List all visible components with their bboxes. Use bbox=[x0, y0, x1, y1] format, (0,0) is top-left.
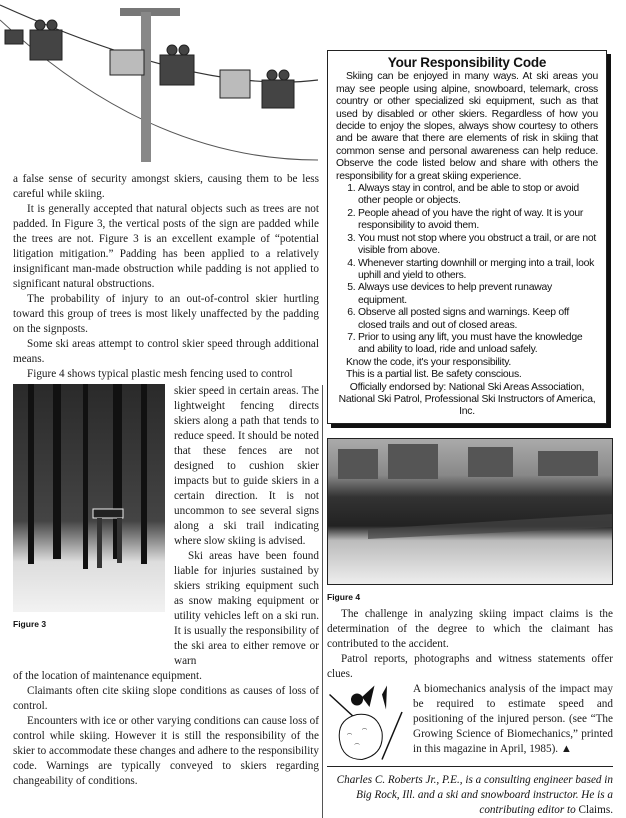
paragraph: It is generally accepted that natural objects such as trees are not padded. In Figure 3, the vertical posts of the sign are padded while the trees are not. Figure 3 is an excellent example of “potential litigation mitigation.” Padding has been applied to a relatively insignificant man-made obstruction while padding is not applied to significant natural obstructions. bbox=[13, 203, 319, 290]
paragraph: Encounters with ice or other varying conditions can cause loss of control while skiing. However it is still the responsibility of the skier to accommodate these changes and adhere to the responsibility code. Warnings are typically conveyed to skiers regarding changeability of conditions. bbox=[13, 715, 320, 787]
code-item: 7. Prior to using any lift, you must have the knowledge and ability to load, ride and unload safely. bbox=[358, 332, 598, 357]
author-byline bbox=[327, 766, 613, 818]
box-intro: Skiing can be enjoyed in many ways. At ski areas you may see people using alpine, snowboard, telemark, cross country or other specialized ski equipment, such as that used by disabled or other skiers. Regardless of how you decide to enjoy the slopes, always show courtesy to others and be aware that there are elements of risk in skiing that common sense and personal awareness can help reduce. Observe the code listed below and share with others the responsibility for a great skiing experience. bbox=[336, 71, 598, 182]
box-title: Your Responsibility Code bbox=[387, 55, 547, 70]
left-column-wrap bbox=[174, 384, 319, 669]
right-column-container bbox=[327, 0, 613, 818]
paragraph: a false sense of security amongst skiers, causing them to be less careful while skiing. bbox=[13, 173, 319, 200]
column-divider bbox=[322, 385, 323, 818]
right-column bbox=[327, 607, 613, 757]
paragraph: Patrol reports, photographs and witness statements offer clues. bbox=[327, 652, 613, 680]
code-item: 3. You must not stop where you obstruct a trail, or are not visible from above. bbox=[358, 233, 598, 258]
code-item: 2. People ahead of you have the right of way. It is your responsibility to avoid them. bbox=[358, 208, 598, 233]
code-list bbox=[336, 183, 598, 357]
skier-cartoon-illustration bbox=[327, 684, 407, 764]
left-column-top bbox=[13, 172, 319, 382]
code-item: 1. Always stay in control, and be able to stop or avoid other people or objects. bbox=[358, 183, 598, 208]
paragraph: Ski areas have been found liable for injuries sustained by skiers striking equipment such as snow making equipment or utility vehicles left on a ski run. It is usually the responsibility of the ski area to either remove or warn bbox=[174, 550, 319, 667]
magazine-name: Claims. bbox=[578, 803, 613, 816]
figure-3-caption: Figure 3 bbox=[13, 619, 47, 629]
left-column bbox=[13, 0, 319, 789]
paragraph: of the location of maintenance equipment. bbox=[13, 670, 202, 682]
paragraph: A biomechanics analysis of the impact may be required to estimate speed and positioning of the injured person. (see “The Growing Science of Biomechanics,” printed in this magazine in April, 1985). ▲ bbox=[413, 682, 613, 755]
paragraph: Some ski areas attempt to control skier speed through additional means. bbox=[13, 338, 319, 365]
figure-4-photo bbox=[327, 438, 613, 585]
left-column-bottom bbox=[13, 669, 319, 789]
figure-3-row bbox=[13, 384, 319, 669]
byline-text: Charles C. Roberts Jr., P.E., is a consulting engineer based in Big Rock, Ill. and a ski and snowboard instructor. He is a contributing editor to bbox=[336, 773, 613, 816]
paragraph: Figure 4 shows typical plastic mesh fencing used to control bbox=[27, 368, 293, 380]
paragraph: Claimants often cite skiing slope conditions as causes of loss of control. bbox=[13, 685, 319, 712]
figure-3-photo bbox=[13, 384, 165, 612]
box-know: Know the code, it's your responsibility. bbox=[346, 356, 512, 368]
figure-4-caption: Figure 4 bbox=[327, 591, 361, 602]
code-item: 5. Always use devices to help prevent runaway equipment. bbox=[358, 282, 598, 307]
figure-3 bbox=[13, 384, 165, 630]
code-item: 6. Observe all posted signs and warnings. Keep off closed trails and out of closed areas. bbox=[358, 307, 598, 332]
responsibility-code-box bbox=[327, 50, 607, 424]
box-endorsed: Officially endorsed by: National Ski Areas Association, National Ski Patrol, Professional Ski Instructors of America, Inc. bbox=[338, 381, 596, 418]
code-item: 4. Whenever starting downhill or merging into a trail, look uphill and yield to others. bbox=[358, 258, 598, 283]
paragraph: The challenge in analyzing skiing impact claims is the determination of the degree to which the claimant has contributed to the accident. bbox=[327, 607, 613, 650]
box-partial: This is a partial list. Be safety conscious. bbox=[346, 369, 522, 381]
paragraph: skier speed in certain areas. The lightweight fencing directs skiers along a path that tends to reduce speed. It should be noted that these fences are not designed to cushion skier impacts but to guide skiers in a certain direction. It is not uncommon to see several signs along a ski trail indicating where slow skiing is advised. bbox=[174, 385, 319, 547]
paragraph: The probability of injury to an out-of-control skier hurtling toward this group of trees is most likely unaffected by the padding on the signposts. bbox=[13, 293, 319, 335]
